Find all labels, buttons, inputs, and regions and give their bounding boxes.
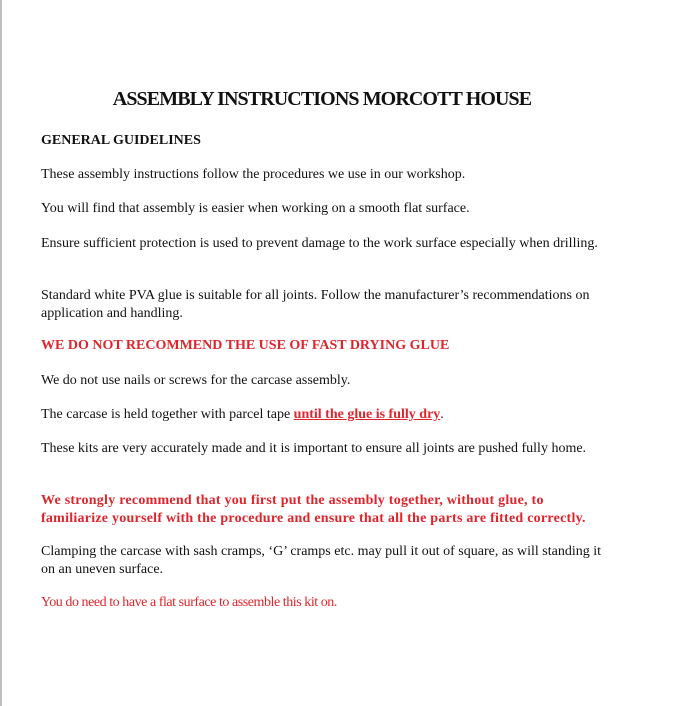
paragraph-clamping: Clamping the carcase with sash cramps, ‘G’ cramps etc. may pull it out of square, as will standing it on an uneven surface. — [41, 544, 601, 577]
document-title: ASSEMBLY INSTRUCTIONS MORCOTT HOUSE — [112, 88, 532, 110]
glue-dry-emphasis: until the glue is fully dry — [293, 407, 441, 422]
section-heading: GENERAL GUIDELINES — [41, 133, 201, 148]
paragraph-joints: These kits are very accurately made and it is important to ensure all joints are pushed fully home. — [41, 441, 587, 456]
paragraph-parcel-tape — [41, 406, 611, 424]
paragraph-workshop: These assembly instructions follow the procedures we use in our workshop. — [41, 167, 466, 182]
recommendation-dry-fit: We strongly recommend that you first put the assembly together, without glue, to familiarize yourself with the procedure and ensure that all the parts are fitted correctly. — [41, 493, 586, 526]
parcel-tape-text: The carcase is held together with parcel tape — [41, 407, 294, 422]
paragraph-no-nails: We do not use nails or screws for the carcase assembly. — [41, 373, 351, 388]
paragraph-flat-surface: You will find that assembly is easier when working on a smooth flat surface. — [41, 201, 470, 216]
paragraph-pva-glue: Standard white PVA glue is suitable for all joints. Follow the manufacturer’s recommendations on application and handling. — [41, 288, 590, 321]
warning-fast-drying-glue: WE DO NOT RECOMMEND THE USE OF FAST DRYING GLUE — [41, 338, 450, 353]
paragraph-protection: Ensure sufficient protection is used to prevent damage to the work surface especially when drilling. — [41, 236, 598, 251]
parcel-tape-period: . — [440, 407, 444, 422]
note-flat-surface: You do need to have a flat surface to assemble this kit on. — [41, 595, 337, 610]
